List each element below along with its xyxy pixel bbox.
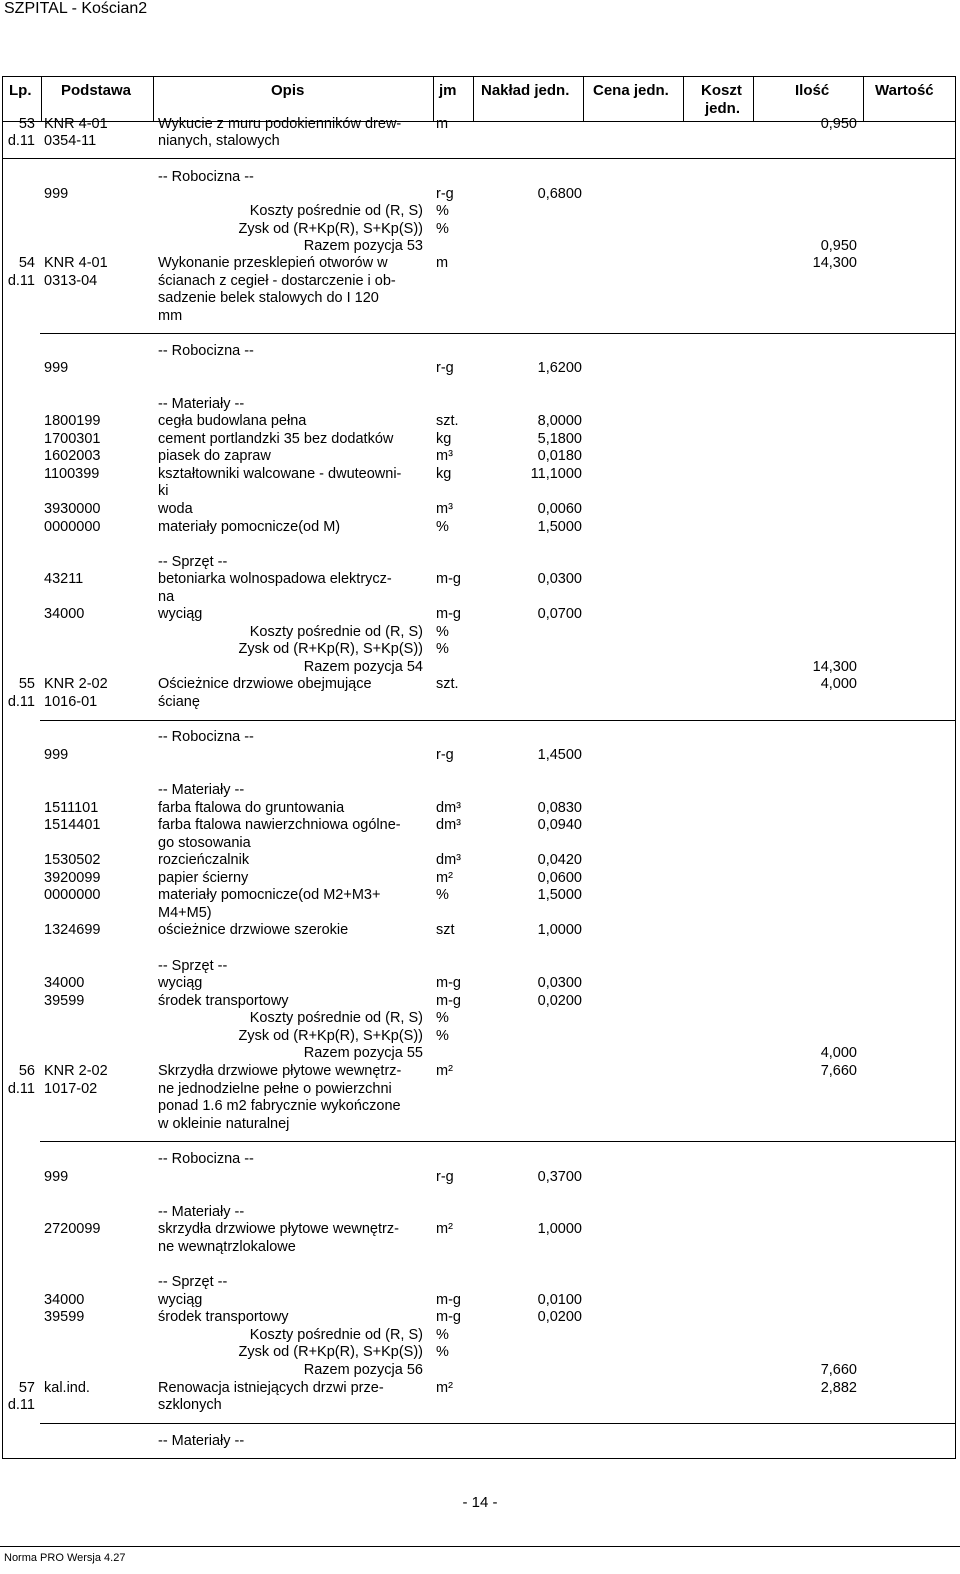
cell-opis: ścianę [158,694,200,710]
cell-ilosc: 4,000 [820,1045,857,1061]
cell-ilosc: 4,000 [820,676,857,692]
cell-podstawa: 0354-11 [44,133,97,149]
cell-opis: farba ftalowa nawierzchniowa ogólne- [158,817,401,833]
cell-jm: % [436,641,449,657]
cell-podstawa: 3920099 [44,870,101,886]
cell-opis: Razem pozycja 53 [303,238,423,254]
cell-opis: ne wewnątrzlokalowe [158,1239,296,1255]
cell-opis: -- Sprzęt -- [158,958,228,974]
cell-opis: wyciąg [158,606,203,622]
cell-lp: 56 [18,1063,35,1079]
cell-opis: Razem pozycja 56 [303,1362,423,1378]
section-divider [40,1423,956,1424]
cell-podstawa: KNR 2-02 [44,1063,108,1079]
cell-jm: m² [436,1221,453,1237]
cell-jm: m-g [436,1309,461,1325]
cell-opis: sadzenie belek stalowych do I 120 [158,290,379,306]
cell-opis: Skrzydła drzwiowe płytowe wewnętrz- [158,1063,402,1079]
column-divider [683,77,684,121]
cell-opis: -- Robocizna -- [158,1151,254,1167]
cell-jm: m² [436,870,453,886]
header-naklad: Nakład jedn. [481,82,570,99]
section-divider [2,158,956,159]
cell-naklad: 1,0000 [537,922,582,938]
cell-opis: szklonych [158,1397,222,1413]
cell-opis: Renowacja istniejących drzwi prze- [158,1380,384,1396]
cell-naklad: 0,0300 [537,571,582,587]
cell-opis: Zysk od (R+Kp(R), S+Kp(S)) [238,1344,423,1360]
cell-ilosc: 0,950 [820,238,857,254]
cell-opis: Wykucie z muru podokienników drew- [158,116,402,132]
cell-opis: -- Robocizna -- [158,169,254,185]
cell-naklad: 1,6200 [537,360,582,376]
cell-opis: woda [158,501,193,517]
cell-podstawa: 0000000 [44,887,101,903]
column-divider [153,77,154,121]
cell-opis: -- Materiały -- [158,782,245,798]
cell-opis: Koszty pośrednie od (R, S) [249,1327,423,1343]
cell-jm: % [436,1010,449,1026]
cell-naklad: 0,0100 [537,1292,582,1308]
cell-opis: -- Materiały -- [158,396,245,412]
cell-podstawa: KNR 2-02 [44,676,108,692]
cell-jm: % [436,1028,449,1044]
cell-podstawa: 999 [44,360,69,376]
cell-opis: ościeżnice drzwiowe szerokie [158,922,349,938]
cell-opis: Razem pozycja 54 [303,659,423,675]
cell-jm: dm³ [436,852,461,868]
footer-software: Norma PRO Wersja 4.27 [4,1552,126,1564]
cell-opis: piasek do zapraw [158,448,271,464]
cell-jm: m² [436,1063,453,1079]
page-number: - 14 - [462,1494,498,1511]
section-divider [40,333,956,334]
cell-jm: % [436,1344,449,1360]
cell-opis: Koszty pośrednie od (R, S) [249,624,423,640]
cell-jm: r-g [436,186,454,202]
cell-opis: Zysk od (R+Kp(R), S+Kp(S)) [238,1028,423,1044]
cell-podstawa: 3930000 [44,501,101,517]
cell-opis: wyciąg [158,975,203,991]
cell-opis: Wykonanie przesklepień otworów w [158,255,388,271]
cell-opis: Razem pozycja 55 [303,1045,423,1061]
cell-podstawa: KNR 4-01 [44,255,108,271]
header-ilosc: Ilość [795,82,830,99]
cell-podstawa: 43211 [44,571,84,587]
cell-opis: betoniarka wolnospadowa elektrycz- [158,571,392,587]
cell-opis: kształtowniki walcowane - dwuteowni- [158,466,402,482]
cell-opis: na [158,589,175,605]
section-divider [40,1141,956,1142]
cell-opis: M4+M5) [158,905,212,921]
cell-opis: ponad 1.6 m2 fabrycznie wykończone [158,1098,401,1114]
cell-lp: 53 [18,116,35,132]
cell-jm: % [436,203,449,219]
cell-jm: m-g [436,571,461,587]
cell-jm: szt [436,922,455,938]
cell-opis: mm [158,308,183,324]
cell-jm: m-g [436,975,461,991]
cell-opis: cegła budowlana pełna [158,413,307,429]
cell-ilosc: 7,660 [820,1362,857,1378]
cell-jm: % [436,221,449,237]
cell-lp: d.11 [7,133,35,149]
cell-opis: środek transportowy [158,993,289,1009]
cell-jm: r-g [436,1169,454,1185]
cell-naklad: 0,0200 [537,993,582,1009]
cell-opis: wyciąg [158,1292,203,1308]
cell-opis: nianych, stalowych [158,133,280,149]
cell-naklad: 8,0000 [537,413,582,429]
cell-ilosc: 2,882 [820,1380,857,1396]
cell-jm: szt. [436,413,459,429]
cell-podstawa: kal.ind. [44,1380,90,1396]
page-title: SZPITAL - Kościan2 [4,0,148,17]
cell-jm: m [436,255,449,271]
cell-naklad: 5,1800 [537,431,582,447]
cell-jm: m-g [436,1292,461,1308]
cell-podstawa: 0000000 [44,519,101,535]
cell-opis: Zysk od (R+Kp(R), S+Kp(S)) [238,221,423,237]
header-opis: Opis [271,82,305,99]
cell-opis: -- Sprzęt -- [158,1274,228,1290]
header-lp: Lp. [9,82,32,99]
section-divider [40,720,956,721]
cell-naklad: 1,5000 [537,887,582,903]
cell-jm: % [436,887,449,903]
cell-opis: Koszty pośrednie od (R, S) [249,203,423,219]
cell-podstawa: 39599 [44,1309,85,1325]
cell-podstawa: 1324699 [44,922,101,938]
cell-opis: materiały pomocnicze(od M) [158,519,341,535]
cell-lp: 54 [18,255,35,271]
cell-opis: -- Materiały -- [158,1433,245,1449]
cell-naklad: 1,0000 [537,1221,582,1237]
cell-naklad: 0,0700 [537,606,582,622]
cell-podstawa: 39599 [44,993,85,1009]
cell-podstawa: 1514401 [44,817,101,833]
cell-opis: skrzydła drzwiowe płytowe wewnętrz- [158,1221,399,1237]
cell-ilosc: 7,660 [820,1063,857,1079]
cell-podstawa: 0313-04 [44,273,98,289]
cell-podstawa: 2720099 [44,1221,101,1237]
cell-lp: d.11 [7,1081,35,1097]
header-podstawa: Podstawa [61,82,132,99]
column-divider [753,77,754,121]
cell-naklad: 0,0300 [537,975,582,991]
cell-naklad: 1,4500 [537,747,582,763]
cell-jm: r-g [436,747,454,763]
cell-podstawa: KNR 4-01 [44,116,108,132]
cell-opis: farba ftalowa do gruntowania [158,800,345,816]
cell-jm: m-g [436,606,461,622]
cell-opis: papier ścierny [158,870,249,886]
cell-podstawa: 999 [44,747,69,763]
cell-opis: ścianach z cegieł - dostarczenie i ob- [158,273,396,289]
cell-opis: środek transportowy [158,1309,289,1325]
cell-opis: -- Robocizna -- [158,729,254,745]
header-koszt: Koszt [701,82,742,99]
cell-opis: -- Sprzęt -- [158,554,228,570]
cell-opis: materiały pomocnicze(od M2+M3+ [158,887,381,903]
cell-jm: m-g [436,993,461,1009]
cell-jm: dm³ [436,800,461,816]
cell-podstawa: 1511101 [44,800,99,816]
cell-podstawa: 1016-01 [44,694,98,710]
column-divider [41,77,42,121]
cell-naklad: 0,0060 [537,501,582,517]
cell-naklad: 0,0420 [537,852,582,868]
cell-naklad: 0,0830 [537,800,582,816]
footer-divider [0,1546,960,1547]
cell-lp: d.11 [7,273,35,289]
cell-podstawa: 34000 [44,1292,85,1308]
cell-opis: w okleinie naturalnej [158,1116,290,1132]
cell-jm: % [436,1327,449,1343]
cell-naklad: 1,5000 [537,519,582,535]
cell-opis: rozcieńczalnik [158,852,250,868]
cell-naklad: 0,3700 [537,1169,582,1185]
cell-lp: 57 [18,1380,35,1396]
cell-naklad: 0,0200 [537,1309,582,1325]
cell-podstawa: 34000 [44,606,85,622]
cell-jm: % [436,519,449,535]
cell-jm: szt. [436,676,459,692]
header-koszt-jedn: jedn. [705,100,741,117]
cell-podstawa: 1602003 [44,448,101,464]
cell-opis: go stosowania [158,835,251,851]
column-divider [863,77,864,121]
cell-naklad: 0,0940 [537,817,582,833]
cell-jm: % [436,624,449,640]
cell-opis: ne jednodzielne pełne o powierzchni [158,1081,392,1097]
cell-jm: r-g [436,360,454,376]
column-divider [583,77,584,121]
cell-podstawa: 1700301 [44,431,101,447]
cell-podstawa: 1800199 [44,413,101,429]
cell-lp: d.11 [7,1397,35,1413]
cell-podstawa: 1100399 [44,466,100,482]
cell-naklad: 11,1000 [530,466,582,482]
header-cena: Cena jedn. [593,82,669,99]
header-jm: jm [439,82,457,99]
cell-opis: -- Robocizna -- [158,343,254,359]
column-divider [433,77,434,121]
cell-jm: m² [436,1380,453,1396]
cell-ilosc: 14,300 [812,659,857,675]
column-divider [473,77,474,121]
cell-naklad: 0,6800 [537,186,582,202]
cell-jm: kg [436,466,452,482]
cell-opis: cement portlandzki 35 bez dodatków [158,431,394,447]
cell-ilosc: 0,950 [820,116,857,132]
cell-opis: ki [158,483,169,499]
cell-naklad: 0,0600 [537,870,582,886]
cell-lp: d.11 [7,694,35,710]
cell-opis: -- Materiały -- [158,1204,245,1220]
cell-jm: m³ [436,448,453,464]
header-wartosc: Wartość [875,82,934,99]
cell-podstawa: 999 [44,186,69,202]
cell-jm: dm³ [436,817,461,833]
cell-jm: m [436,116,449,132]
cell-opis: Zysk od (R+Kp(R), S+Kp(S)) [238,641,423,657]
cell-opis: Koszty pośrednie od (R, S) [249,1010,423,1026]
cell-podstawa: 1530502 [44,852,101,868]
cell-naklad: 0,0180 [537,448,582,464]
cell-jm: kg [436,431,452,447]
cell-lp: 55 [18,676,35,692]
cell-podstawa: 999 [44,1169,69,1185]
cell-podstawa: 34000 [44,975,85,991]
cell-jm: m³ [436,501,453,517]
cell-ilosc: 14,300 [812,255,857,271]
cell-opis: Ościeżnice drzwiowe obejmujące [158,676,372,692]
cell-podstawa: 1017-02 [44,1081,98,1097]
